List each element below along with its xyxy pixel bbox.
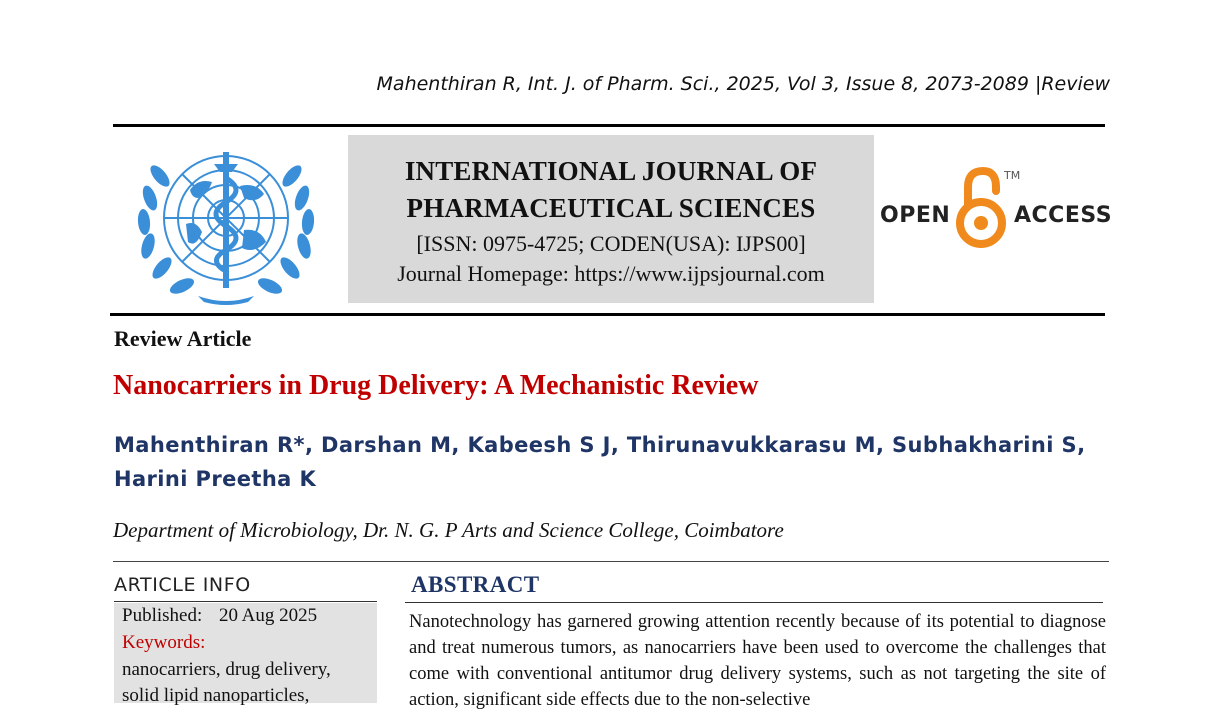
authors-line1: Mahenthiran R*, Darshan M, Kabeesh S J, Thirunavukkarasu M, Subhakharini S, — [114, 433, 1086, 457]
header-rule-top — [113, 124, 1105, 127]
article-info-heading: ARTICLE INFO — [114, 574, 251, 596]
section-divider — [113, 561, 1109, 562]
journal-name — [348, 153, 874, 227]
open-access-right-text: ACCESS — [1014, 203, 1113, 228]
authors-line2: Harini Preetha K — [114, 467, 317, 491]
citation-header: Mahenthiran R, Int. J. of Pharm. Sci., 2025, Vol 3, Issue 8, 2073-2089 |Review — [376, 73, 1110, 95]
abstract-rule — [405, 602, 1103, 603]
abstract-heading: ABSTRACT — [411, 572, 540, 597]
journal-issn: [ISSN: 0975-4725; CODEN(USA): IJPS00] — [416, 231, 806, 256]
keywords-label: Keywords: — [122, 632, 206, 653]
journal-homepage: Journal Homepage: https://www.ijpsjournal.com — [397, 261, 825, 286]
trademark-mark: TM — [1004, 169, 1021, 182]
article-type: Review Article — [114, 326, 252, 351]
journal-name-line1: INTERNATIONAL JOURNAL OF — [404, 156, 818, 186]
keywords-line2: solid lipid nanoparticles, — [122, 685, 310, 706]
published-row — [122, 605, 317, 627]
journal-emblem-icon — [128, 138, 324, 306]
published-date: 20 Aug 2025 — [218, 605, 318, 626]
article-title: Nanocarriers in Drug Delivery: A Mechanistic Review — [113, 370, 759, 401]
author-affiliation: Department of Microbiology, Dr. N. G. P Arts and Science College, Coimbatore — [113, 518, 784, 542]
published-label: Published: — [122, 605, 203, 626]
open-access-logo — [880, 165, 1113, 251]
header-rule-bottom — [110, 313, 1105, 316]
keywords-line1: nanocarriers, drug delivery, — [122, 659, 331, 680]
abstract-body: Nanotechnology has garnered growing attention recently because of its potential to diagnose and treat numerous tumors, as nanocarriers have been used to overcome the challenges that come with conventional antitumor drug delivery systems, such as not targeting the site of action, significant side effects due to the non-selective — [409, 612, 1106, 710]
article-info-rule — [114, 601, 377, 602]
open-lock-icon — [956, 165, 1006, 251]
journal-name-line2: PHARMACEUTICAL SCIENCES — [406, 193, 816, 223]
journal-masthead — [348, 135, 874, 303]
article-info-box — [114, 603, 377, 706]
author-list — [114, 428, 1114, 496]
open-access-left-text: OPEN — [880, 203, 951, 228]
